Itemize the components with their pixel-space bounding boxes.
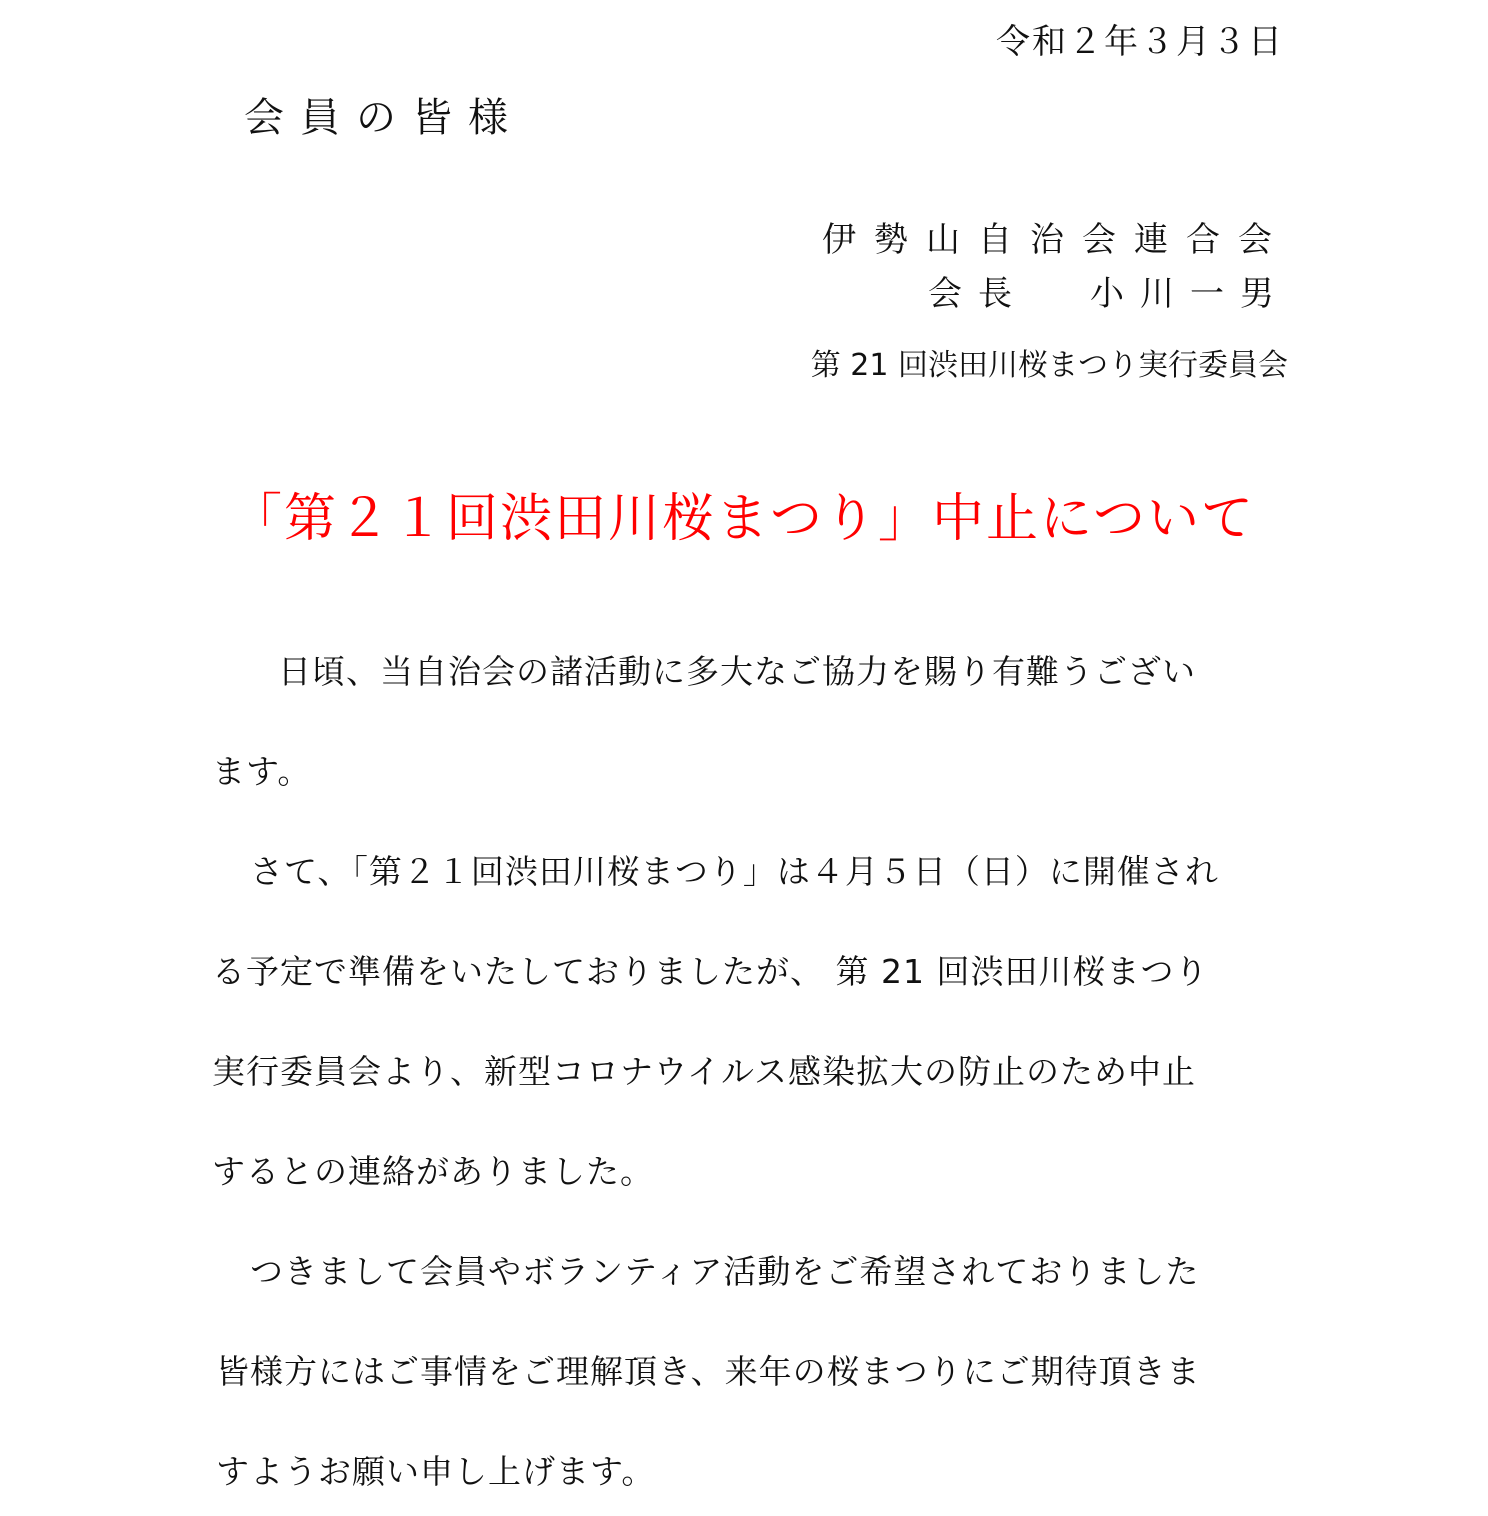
body-line: る予定で準備をいたしておりましたが、 第 21 回渋田川桜まつり <box>212 952 1209 991</box>
body-line: 日頃、当自治会の諸活動に多大なご協力を賜り有難うござい <box>278 652 1196 691</box>
chair-name: 小川一男 <box>1090 274 1290 314</box>
document-title: 「第２１回渋田川桜まつり」中止について <box>230 489 1255 549</box>
addressee: 会員の皆様 <box>244 95 524 141</box>
document-date: 令和２年３月３日 <box>996 22 1284 62</box>
chair-title: 会長 <box>928 274 1028 314</box>
body-line: 実行委員会より、新型コロナウイルス感染拡大の防止のため中止 <box>212 1052 1197 1091</box>
body-line: ます。 <box>212 752 312 791</box>
body-line: 皆様方にはご事情をご理解頂き、来年の桜まつりにご期待頂きま <box>216 1352 1201 1391</box>
body-line: さて、「第２１回渋田川桜まつり」は４月５日（日）に開催され <box>250 852 1219 891</box>
body-line: すようお願い申し上げます。 <box>216 1452 656 1491</box>
sender-chair <box>928 266 1290 315</box>
sender-organization: 伊勢山自治会連合会 <box>822 220 1290 260</box>
body-line: するとの連絡がありました。 <box>212 1152 654 1191</box>
body-line: つきまして会員やボランティア活動をご希望されておりました <box>250 1252 1200 1291</box>
sender-committee: 第 21 回渋田川桜まつり実行委員会 <box>810 348 1288 383</box>
